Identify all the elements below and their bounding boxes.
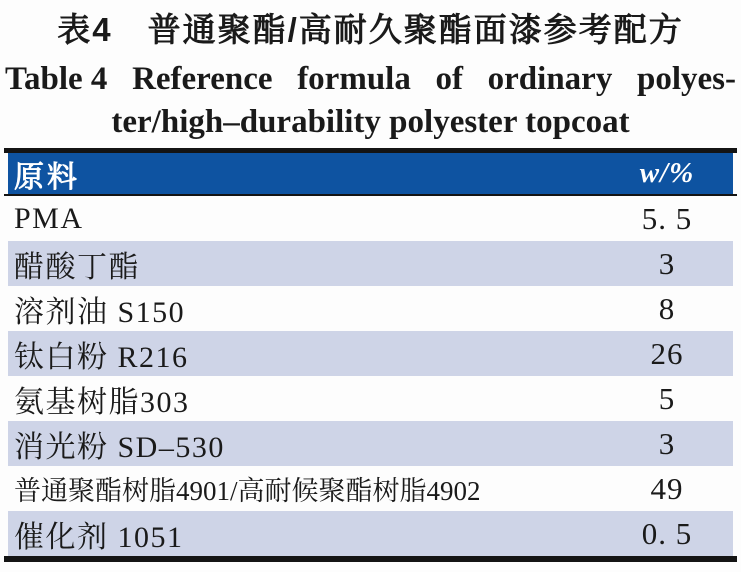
caption-word: of: [435, 61, 463, 97]
value-cell: 0. 5: [641, 515, 693, 551]
material-cell: 普通聚酯树脂4901/高耐候聚酯树脂4902: [14, 476, 481, 506]
table-row: [8, 421, 733, 466]
header-material-cell: 原料: [14, 160, 80, 194]
caption-word: polyes-: [636, 61, 736, 97]
value-cell: 26: [650, 335, 684, 371]
material-cell: 钛白粉 R216: [14, 340, 189, 374]
english-caption-line1: [0, 61, 741, 101]
material-cell: PMA: [14, 201, 84, 235]
value-cell: 3: [658, 245, 676, 281]
table-body: [8, 196, 733, 556]
table-row: [8, 196, 733, 241]
chinese-caption: 表4 普通聚酯/高耐久聚酯面漆参考配方: [57, 11, 684, 48]
formula-table: [4, 148, 737, 562]
table-row: [8, 511, 733, 556]
value-cell: 8: [658, 290, 676, 326]
table-row: [8, 241, 733, 286]
caption-word: ordinary: [487, 61, 613, 97]
table-row: [8, 466, 733, 511]
table-header-row: [8, 153, 733, 194]
caption-word: Reference: [132, 61, 273, 97]
header-value-cell: w/%: [639, 157, 695, 189]
value-cell: 3: [658, 425, 676, 461]
table-row: [8, 376, 733, 421]
material-cell: 醋酸丁酯: [14, 250, 140, 284]
table-row: [8, 286, 733, 331]
material-cell: 溶剂油 S150: [14, 295, 186, 329]
caption-word: Table 4: [5, 61, 108, 97]
value-cell: 5. 5: [641, 200, 693, 236]
value-cell: 49: [650, 470, 684, 506]
material-cell: 催化剂 1051: [14, 520, 184, 554]
material-cell: 消光粉 SD–530: [14, 430, 225, 464]
caption-word: formula: [297, 61, 411, 97]
value-cell: 5: [658, 380, 676, 416]
english-caption-line2: ter/high–durability polyester topcoat: [111, 104, 630, 140]
material-cell: 氨基树脂303: [14, 385, 190, 419]
table-row: [8, 331, 733, 376]
